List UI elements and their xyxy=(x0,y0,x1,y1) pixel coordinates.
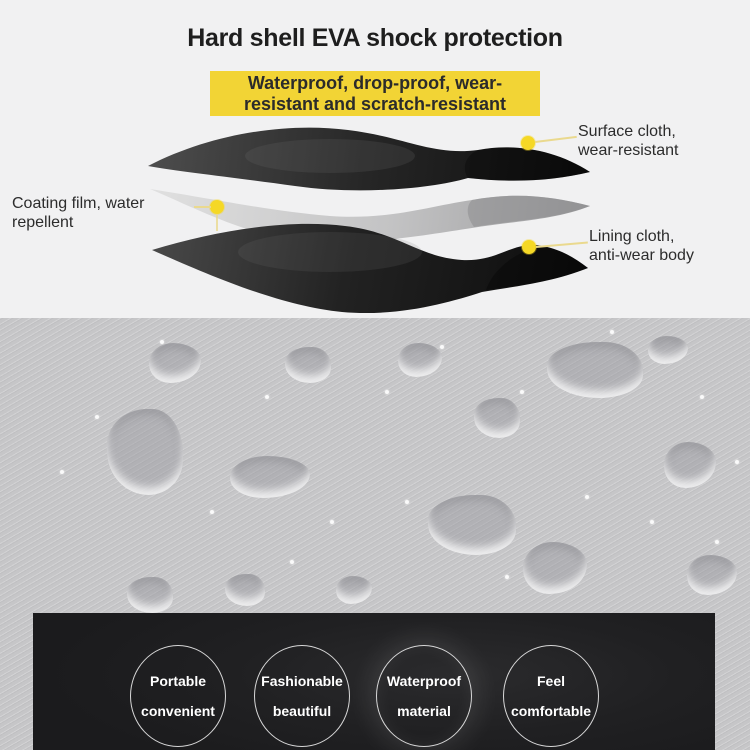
feature-line-2: material xyxy=(397,703,451,719)
surface-label-line-1: Surface cloth, xyxy=(578,123,676,140)
feature-circle-comfortable xyxy=(503,645,599,747)
water-speck xyxy=(650,520,654,524)
water-speck xyxy=(210,510,214,514)
feature-line-1: Waterproof xyxy=(386,673,462,689)
coating-callout-tick xyxy=(216,214,218,231)
water-speck xyxy=(405,500,409,504)
lining-cloth-label xyxy=(589,227,694,265)
coating-label-line-2: repellent xyxy=(12,214,74,231)
feature-circle-waterproof xyxy=(376,645,472,747)
surface-cloth-fold xyxy=(465,147,590,180)
feature-line-2: comfortable xyxy=(510,703,592,719)
features-panel xyxy=(33,613,715,750)
water-speck xyxy=(290,560,294,564)
water-speck xyxy=(520,390,524,394)
feature-line-2: convenient xyxy=(141,703,215,719)
page-title: Hard shell EVA shock protection xyxy=(187,24,563,52)
feature-circle-portable xyxy=(130,645,226,747)
water-droplet xyxy=(149,343,201,383)
surface-label-line-2: wear-resistant xyxy=(578,142,679,159)
lining-label-line-1: Lining cloth, xyxy=(589,228,675,245)
header-section xyxy=(0,0,750,318)
water-droplet xyxy=(687,555,737,595)
water-speck xyxy=(60,470,64,474)
coating-callout-line xyxy=(194,206,211,208)
water-speck xyxy=(715,540,719,544)
feature-line-2: beautiful xyxy=(272,703,332,719)
water-speck xyxy=(330,520,334,524)
badge-line-2: resistant and scratch-resistant xyxy=(243,93,507,114)
water-droplet xyxy=(547,342,643,398)
lining-cloth-fold xyxy=(486,246,588,290)
water-speck xyxy=(385,390,389,394)
water-speck xyxy=(160,340,164,344)
coating-film-label xyxy=(12,194,145,232)
lining-callout-dot xyxy=(522,240,536,254)
lining-cloth-sheen xyxy=(238,232,422,272)
water-droplet xyxy=(225,574,265,606)
water-droplet xyxy=(107,409,183,495)
surface-callout-dot xyxy=(521,136,535,150)
water-droplet xyxy=(474,398,520,438)
water-speck xyxy=(440,345,444,349)
lining-label-line-2: anti-wear body xyxy=(589,247,694,264)
feature-line-1: Portable xyxy=(149,673,206,689)
water-droplet xyxy=(285,347,331,383)
feature-line-1: Fashionable xyxy=(261,673,343,689)
water-speck xyxy=(95,415,99,419)
feature-line-1: Feel xyxy=(536,673,565,689)
coating-label-line-1: Coating film, water xyxy=(12,195,145,212)
water-speck xyxy=(265,395,269,399)
water-droplet xyxy=(648,336,688,364)
water-droplet xyxy=(664,442,716,488)
water-speck xyxy=(585,495,589,499)
water-speck xyxy=(610,330,614,334)
water-speck xyxy=(700,395,704,399)
water-droplet xyxy=(230,456,310,498)
coating-callout-dot xyxy=(210,200,224,214)
water-droplet xyxy=(428,495,516,555)
badge-line-1: Waterproof, drop-proof, wear- xyxy=(247,72,503,93)
surface-cloth-label xyxy=(578,122,678,160)
water-droplet xyxy=(127,577,173,613)
surface-cloth-sheen xyxy=(245,139,415,173)
water-droplet xyxy=(336,576,372,604)
coating-film-fold xyxy=(468,196,590,227)
water-droplet xyxy=(523,542,587,594)
water-speck xyxy=(735,460,739,464)
water-droplet xyxy=(398,343,442,377)
water-speck xyxy=(505,575,509,579)
feature-circle-fashionable xyxy=(254,645,350,747)
